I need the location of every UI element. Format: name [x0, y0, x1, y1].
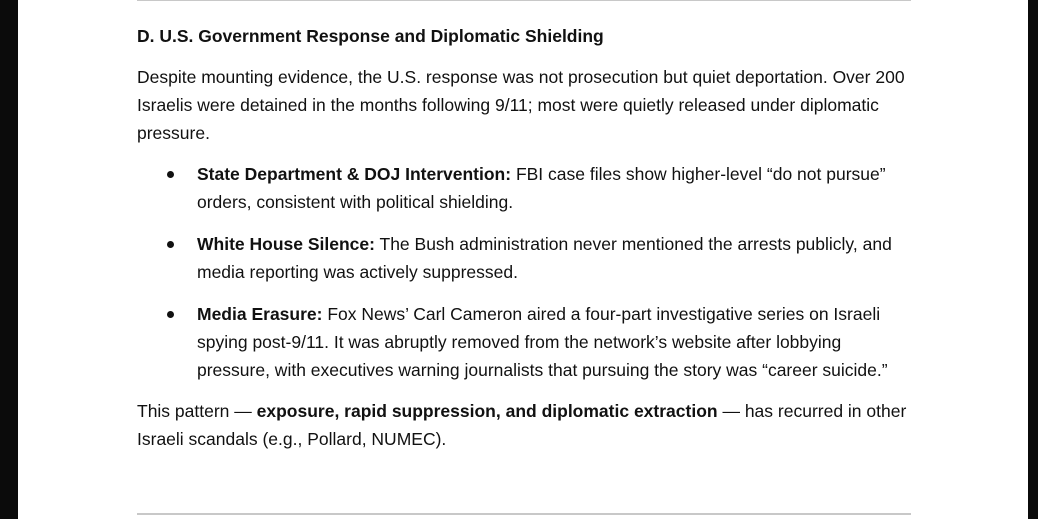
document-page: [18, 0, 1028, 519]
bullet-text: FBI case files show higher-level “do not pursue” orders, consistent with political shielding.: [197, 164, 886, 212]
list-item: [137, 160, 911, 216]
document-content: [137, 0, 911, 453]
list-item: [137, 300, 911, 384]
bullet-label: Media Erasure:: [197, 304, 323, 324]
closing-paragraph: [137, 397, 911, 453]
intro-paragraph: Despite mounting evidence, the U.S. response was not prosecution but quiet deportation. Over 200 Israelis were detained in the months following 9/11; most were quietly released under diplomatic pressure.: [137, 67, 905, 143]
bullet-text: The Bush administration never mentioned the arrests publicly, and media reporting was actively suppressed.: [197, 234, 892, 282]
bullet-label: State Department & DOJ Intervention:: [197, 164, 512, 184]
section-heading: D. U.S. Government Response and Diplomatic Shielding: [137, 26, 604, 46]
bullet-icon: [167, 171, 174, 178]
bullet-icon: [167, 241, 174, 248]
bullet-label: White House Silence:: [197, 234, 375, 254]
bullet-list: [137, 160, 911, 384]
bullet-text: Fox News’ Carl Cameron aired a four-part investigative series on Israeli spying post-9/11. It was abruptly removed from the network’s website after lobbying pressure, with executives warning journalists that pursuing the story was “career suicide.”: [197, 304, 888, 380]
section-divider-top: [137, 0, 911, 1]
list-item: [137, 230, 911, 286]
closing-text-bold: exposure, rapid suppression, and diplomatic extraction: [256, 401, 718, 421]
closing-text-before: This pattern —: [137, 401, 257, 421]
section-divider-bottom: [137, 513, 911, 515]
closing-text-after: — has recurred in other Israeli scandals (e.g., Pollard, NUMEC).: [137, 401, 907, 449]
bullet-icon: [167, 311, 174, 318]
